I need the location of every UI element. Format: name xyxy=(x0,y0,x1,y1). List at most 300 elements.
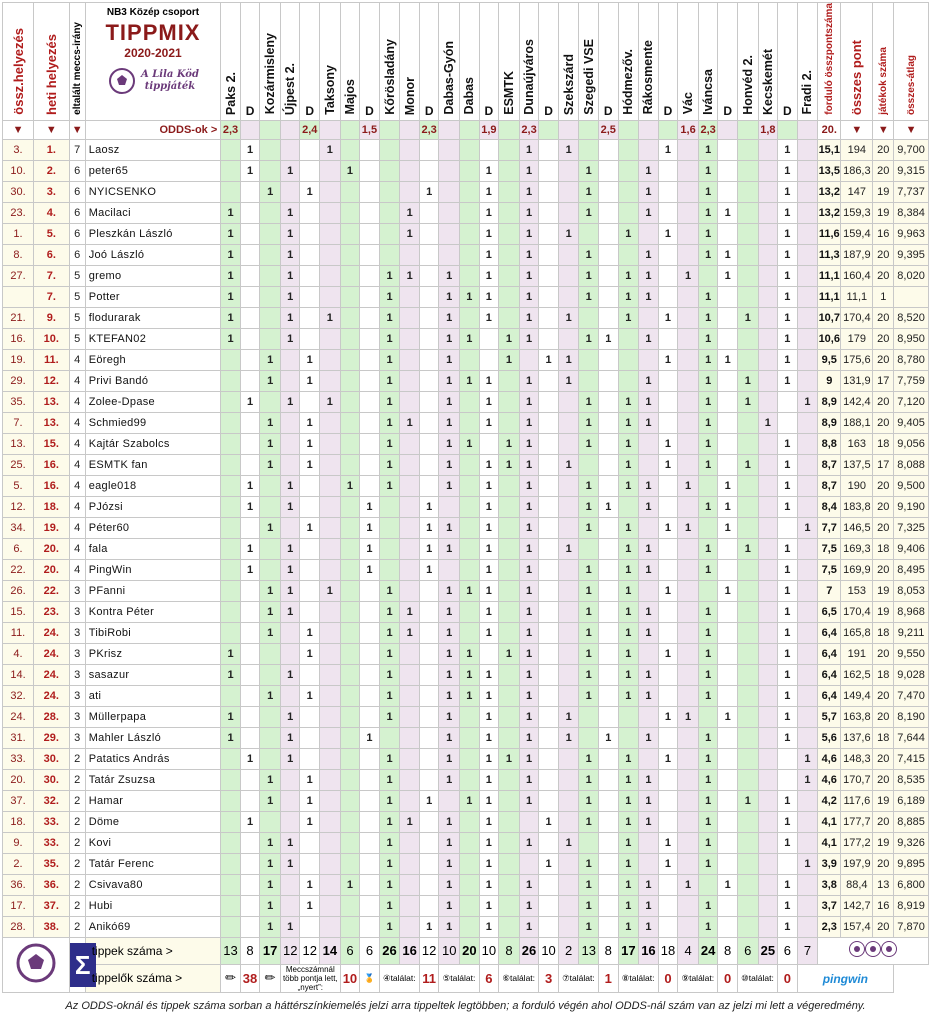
tip-cell: 1 xyxy=(618,895,639,916)
tip-cell xyxy=(499,853,520,874)
hit-count: 2 xyxy=(69,853,85,874)
tip-cell: 1 xyxy=(479,748,499,769)
tip-cell: 1 xyxy=(698,811,718,832)
tip-cell xyxy=(758,496,778,517)
hit-count: 3 xyxy=(69,643,85,664)
player-name: eagle018 xyxy=(85,475,221,496)
tip-cell: 1 xyxy=(618,811,639,832)
tip-cell xyxy=(280,769,300,790)
tip-cell xyxy=(599,853,619,874)
tip-cell: 1 xyxy=(499,349,520,370)
tip-cell: 1 xyxy=(639,601,659,622)
player-name: Mahler László xyxy=(85,727,221,748)
sort-arrow-icon[interactable]: ▼ xyxy=(873,120,894,139)
tip-cell xyxy=(558,601,579,622)
player-row[interactable] xyxy=(3,622,929,643)
heti-helyezes: 38. xyxy=(34,916,70,937)
tip-cell xyxy=(360,391,380,412)
total-points: 186,3 xyxy=(841,160,873,181)
player-row[interactable] xyxy=(3,391,929,412)
tip-cell xyxy=(797,811,818,832)
tip-cell: 1 xyxy=(221,664,241,685)
tip-cell: 1 xyxy=(698,160,718,181)
tip-cell xyxy=(558,685,579,706)
tip-cell: 1 xyxy=(698,412,718,433)
tip-cell: 1 xyxy=(599,496,619,517)
games-count: 20 xyxy=(873,265,894,286)
tip-cell: 1 xyxy=(519,664,539,685)
tip-cell xyxy=(340,370,360,391)
tip-cell xyxy=(360,202,380,223)
total-points: 137,5 xyxy=(841,454,873,475)
tip-cell xyxy=(678,307,699,328)
player-row[interactable] xyxy=(3,727,929,748)
tip-cell xyxy=(460,139,480,160)
player-name: Péter60 xyxy=(85,517,221,538)
tip-cell xyxy=(599,748,619,769)
tip-cell: 1 xyxy=(519,727,539,748)
draw-label: D xyxy=(484,103,494,118)
total-points: 149,4 xyxy=(841,685,873,706)
player-row[interactable] xyxy=(3,202,929,223)
player-row[interactable] xyxy=(3,748,929,769)
tip-cell xyxy=(240,874,260,895)
total-points: 146,5 xyxy=(841,517,873,538)
hit-label: ⑨találat: xyxy=(678,964,718,992)
tip-cell xyxy=(400,160,420,181)
tip-cell xyxy=(360,412,380,433)
col-osszes-pont-label: összes pont xyxy=(849,39,865,115)
tip-cell xyxy=(400,349,420,370)
tip-cell xyxy=(460,727,480,748)
team-name: Hódmezőv. xyxy=(621,48,636,115)
odds-cell xyxy=(340,120,360,139)
tip-cell: 1 xyxy=(439,832,460,853)
ossz-helyezes: 13. xyxy=(3,433,34,454)
hit-count: 2 xyxy=(69,874,85,895)
tip-cell xyxy=(360,769,380,790)
player-row[interactable] xyxy=(3,433,929,454)
tip-cell xyxy=(400,748,420,769)
tip-cell: 1 xyxy=(400,202,420,223)
tip-cell: 1 xyxy=(678,475,699,496)
heti-helyezes: 10. xyxy=(34,328,70,349)
tip-count: 16 xyxy=(400,937,420,964)
tip-cell xyxy=(558,202,579,223)
total-points: 165,8 xyxy=(841,622,873,643)
total-points: 169,9 xyxy=(841,559,873,580)
player-row[interactable] xyxy=(3,475,929,496)
heti-helyezes: 24. xyxy=(34,643,70,664)
tip-cell xyxy=(499,475,520,496)
tip-cell xyxy=(360,139,380,160)
tip-cell xyxy=(718,328,738,349)
sort-arrow-icon[interactable]: ▼ xyxy=(841,120,873,139)
tip-count: 8 xyxy=(718,937,738,964)
tip-cell: 1 xyxy=(579,559,599,580)
tip-cell xyxy=(340,349,360,370)
team-name: ESMTK xyxy=(501,70,516,115)
player-name: peter65 xyxy=(85,160,221,181)
tip-cell xyxy=(758,349,778,370)
tip-cell xyxy=(460,832,480,853)
player-name: Eöregh xyxy=(85,349,221,370)
tip-cell xyxy=(221,475,241,496)
tip-cell: 1 xyxy=(280,538,300,559)
tip-cell: 1 xyxy=(579,790,599,811)
round-points: 7,5 xyxy=(818,538,841,559)
tip-cell xyxy=(558,559,579,580)
match-home-2 xyxy=(340,3,360,121)
draw-label: D xyxy=(245,103,255,118)
tip-cell xyxy=(519,349,539,370)
tip-cell xyxy=(658,601,678,622)
tip-cell xyxy=(758,517,778,538)
hit-count: 2 xyxy=(69,916,85,937)
odds-cell: 1,8 xyxy=(758,120,778,139)
tip-cell xyxy=(599,370,619,391)
tip-cell xyxy=(599,664,619,685)
tip-cell: 1 xyxy=(240,160,260,181)
tip-cell xyxy=(400,832,420,853)
tip-cell: 1 xyxy=(240,496,260,517)
match-draw-8 xyxy=(718,3,738,121)
player-row[interactable] xyxy=(3,580,929,601)
match-away-4 xyxy=(499,3,520,121)
tip-cell xyxy=(400,370,420,391)
tip-cell xyxy=(539,769,559,790)
sort-arrow-icon[interactable]: ▼ xyxy=(69,120,85,139)
player-row[interactable] xyxy=(3,223,929,244)
tip-cell xyxy=(618,244,639,265)
tip-cell xyxy=(678,496,699,517)
tip-cell xyxy=(718,307,738,328)
tip-cell xyxy=(360,685,380,706)
player-name: sasazur xyxy=(85,664,221,685)
player-row[interactable] xyxy=(3,370,929,391)
tip-cell xyxy=(280,412,300,433)
tip-count: 20 xyxy=(460,937,480,964)
tip-cell xyxy=(579,223,599,244)
tip-cell xyxy=(479,328,499,349)
player-row[interactable] xyxy=(3,895,929,916)
tip-cell: 1 xyxy=(519,748,539,769)
tip-cell: 1 xyxy=(460,664,480,685)
tip-cell xyxy=(300,916,320,937)
hit-count: 6 xyxy=(69,181,85,202)
tip-cell xyxy=(260,475,281,496)
tippelok-count: 38 xyxy=(240,964,260,992)
hit-count: 4 xyxy=(69,496,85,517)
player-row[interactable] xyxy=(3,811,929,832)
tip-cell xyxy=(558,622,579,643)
tip-cell: 1 xyxy=(221,643,241,664)
tip-cell xyxy=(718,916,738,937)
tip-cell: 1 xyxy=(379,622,400,643)
tip-cell xyxy=(400,475,420,496)
tip-cell: 1 xyxy=(379,874,400,895)
player-row[interactable] xyxy=(3,916,929,937)
tip-cell xyxy=(539,454,559,475)
player-name: ESMTK fan xyxy=(85,454,221,475)
games-count: 19 xyxy=(873,580,894,601)
tip-cell xyxy=(539,391,559,412)
tip-cell xyxy=(340,496,360,517)
tip-cell xyxy=(439,139,460,160)
tip-cell xyxy=(639,223,659,244)
tip-cell xyxy=(400,391,420,412)
total-points: 169,3 xyxy=(841,538,873,559)
player-row[interactable] xyxy=(3,643,929,664)
round-points: 6,4 xyxy=(818,643,841,664)
total-points: 159,4 xyxy=(841,223,873,244)
hit-count: 3 xyxy=(69,580,85,601)
tip-cell xyxy=(221,454,241,475)
tip-cell xyxy=(360,664,380,685)
player-row[interactable] xyxy=(3,412,929,433)
tip-cell xyxy=(539,538,559,559)
tip-cell xyxy=(340,433,360,454)
tip-cell xyxy=(758,811,778,832)
ossz-helyezes: 4. xyxy=(3,643,34,664)
games-count: 20 xyxy=(873,160,894,181)
tip-cell xyxy=(797,874,818,895)
total-points: 170,4 xyxy=(841,307,873,328)
total-points: 191 xyxy=(841,643,873,664)
tip-cell xyxy=(658,874,678,895)
tip-cell: 1 xyxy=(439,895,460,916)
tip-cell xyxy=(340,559,360,580)
match-away-8 xyxy=(737,3,758,121)
tip-cell xyxy=(658,181,678,202)
tip-cell: 1 xyxy=(778,349,798,370)
player-row[interactable] xyxy=(3,454,929,475)
tip-cell xyxy=(558,895,579,916)
hit-count-total: 11 xyxy=(419,964,439,992)
tip-cell: 1 xyxy=(678,517,699,538)
round-points: 6,4 xyxy=(818,685,841,706)
tip-cell: 1 xyxy=(579,391,599,412)
tip-cell xyxy=(737,328,758,349)
tip-cell: 1 xyxy=(639,475,659,496)
player-row[interactable] xyxy=(3,853,929,874)
player-name: Potter xyxy=(85,286,221,307)
tip-cell xyxy=(320,496,341,517)
average: 8,053 xyxy=(894,580,929,601)
heti-helyezes: 30. xyxy=(34,748,70,769)
tip-cell xyxy=(300,244,320,265)
tip-cell: 1 xyxy=(499,328,520,349)
team-name: Taksony xyxy=(322,64,337,115)
tip-cell xyxy=(460,475,480,496)
tip-cell xyxy=(599,265,619,286)
round-points: 4,6 xyxy=(818,748,841,769)
tip-cell: 1 xyxy=(797,853,818,874)
hit-count: 4 xyxy=(69,475,85,496)
match-home-8 xyxy=(698,3,718,121)
tip-cell: 1 xyxy=(618,517,639,538)
player-name: KTEFAN02 xyxy=(85,328,221,349)
round-points: 6,4 xyxy=(818,622,841,643)
tip-cell: 1 xyxy=(379,475,400,496)
heti-helyezes: 9. xyxy=(34,307,70,328)
tip-cell: 1 xyxy=(320,307,341,328)
player-row[interactable] xyxy=(3,349,929,370)
tip-cell: 1 xyxy=(658,580,678,601)
odds-row xyxy=(3,120,929,139)
tip-cell: 1 xyxy=(639,790,659,811)
tip-cell xyxy=(658,370,678,391)
player-name: NYICSENKO xyxy=(85,181,221,202)
tip-cell xyxy=(579,727,599,748)
player-row[interactable] xyxy=(3,832,929,853)
tip-cell: 1 xyxy=(579,916,599,937)
tip-cell xyxy=(758,874,778,895)
player-name: Hubi xyxy=(85,895,221,916)
player-row[interactable] xyxy=(3,265,929,286)
tip-cell: 1 xyxy=(379,328,400,349)
tip-cell: 1 xyxy=(778,727,798,748)
tip-cell xyxy=(240,349,260,370)
player-row[interactable] xyxy=(3,790,929,811)
player-row[interactable] xyxy=(3,328,929,349)
tip-count: 13 xyxy=(579,937,599,964)
tip-cell xyxy=(320,265,341,286)
tip-cell: 1 xyxy=(698,916,718,937)
sort-arrow-icon[interactable]: ▼ xyxy=(34,120,70,139)
sort-arrow-icon[interactable]: ▼ xyxy=(894,120,929,139)
player-row[interactable] xyxy=(3,538,929,559)
tip-cell xyxy=(599,307,619,328)
tip-cell xyxy=(360,160,380,181)
player-row[interactable] xyxy=(3,769,929,790)
tip-cell xyxy=(797,832,818,853)
tip-cell xyxy=(698,265,718,286)
player-row[interactable] xyxy=(3,286,929,307)
tip-cell: 1 xyxy=(797,517,818,538)
player-row[interactable] xyxy=(3,685,929,706)
tip-cell xyxy=(460,496,480,517)
player-row[interactable] xyxy=(3,160,929,181)
tip-cell xyxy=(658,895,678,916)
sort-arrow-icon[interactable]: ▼ xyxy=(3,120,34,139)
tip-cell xyxy=(280,349,300,370)
tip-cell: 1 xyxy=(280,202,300,223)
tip-cell: 1 xyxy=(658,748,678,769)
player-row[interactable] xyxy=(3,181,929,202)
tip-cell xyxy=(539,496,559,517)
sigma-icon: Σ xyxy=(70,943,96,987)
tip-cell xyxy=(400,895,420,916)
player-row[interactable] xyxy=(3,601,929,622)
player-row[interactable] xyxy=(3,139,929,160)
tip-cell xyxy=(240,643,260,664)
tip-cell: 1 xyxy=(479,832,499,853)
average: 9,963 xyxy=(894,223,929,244)
average: 9,550 xyxy=(894,643,929,664)
tip-cell xyxy=(439,496,460,517)
odds-cell: 2,3 xyxy=(419,120,439,139)
tip-cell xyxy=(240,601,260,622)
ossz-helyezes: 8. xyxy=(3,244,34,265)
tip-cell xyxy=(240,727,260,748)
heti-helyezes: 18. xyxy=(34,496,70,517)
player-row[interactable] xyxy=(3,496,929,517)
tip-cell: 1 xyxy=(360,538,380,559)
player-row[interactable] xyxy=(3,706,929,727)
tip-cell xyxy=(698,874,718,895)
tip-cell xyxy=(499,181,520,202)
tip-cell: 1 xyxy=(379,916,400,937)
tip-cell: 1 xyxy=(439,265,460,286)
hit-count: 2 xyxy=(69,790,85,811)
tip-cell xyxy=(758,790,778,811)
tip-cell xyxy=(400,286,420,307)
heti-helyezes: 22. xyxy=(34,580,70,601)
tip-cell xyxy=(499,307,520,328)
logo-text xyxy=(141,69,199,93)
tip-cell xyxy=(400,559,420,580)
tip-cell xyxy=(360,874,380,895)
tip-cell: 1 xyxy=(718,706,738,727)
tip-cell xyxy=(658,160,678,181)
tip-cell xyxy=(400,496,420,517)
games-count: 20 xyxy=(873,412,894,433)
player-row[interactable] xyxy=(3,307,929,328)
tip-cell xyxy=(639,517,659,538)
tip-cell xyxy=(419,391,439,412)
draw-label: D xyxy=(663,103,673,118)
tip-cell xyxy=(658,790,678,811)
player-name: Tatár Zsuzsa xyxy=(85,769,221,790)
player-row[interactable] xyxy=(3,559,929,580)
player-name: Macilaci xyxy=(85,202,221,223)
tip-cell: 1 xyxy=(639,286,659,307)
tip-cell: 1 xyxy=(221,265,241,286)
tip-cell: 1 xyxy=(579,517,599,538)
games-count: 18 xyxy=(873,727,894,748)
player-row[interactable] xyxy=(3,517,929,538)
tip-cell: 1 xyxy=(778,832,798,853)
tip-cell xyxy=(221,412,241,433)
tip-cell xyxy=(360,307,380,328)
round-points: 5,7 xyxy=(818,706,841,727)
tip-cell xyxy=(320,370,341,391)
tip-cell xyxy=(320,202,341,223)
hit-count: 3 xyxy=(69,664,85,685)
games-count: 18 xyxy=(873,538,894,559)
player-name: Kovi xyxy=(85,832,221,853)
tip-cell xyxy=(558,328,579,349)
tip-cell xyxy=(639,853,659,874)
tip-cell: 1 xyxy=(698,391,718,412)
tip-cell xyxy=(678,748,699,769)
tip-cell: 1 xyxy=(300,769,320,790)
tip-cell: 1 xyxy=(280,244,300,265)
tip-cell: 1 xyxy=(439,517,460,538)
tip-cell: 1 xyxy=(400,412,420,433)
player-row[interactable] xyxy=(3,874,929,895)
games-count: 19 xyxy=(873,181,894,202)
player-row[interactable] xyxy=(3,664,929,685)
player-row[interactable] xyxy=(3,244,929,265)
tip-cell xyxy=(360,622,380,643)
average: 9,405 xyxy=(894,412,929,433)
nyert-label: Meccszámnál több pontja lett, „nyert”: xyxy=(280,964,340,992)
tip-cell xyxy=(499,139,520,160)
tip-cell xyxy=(797,139,818,160)
tip-cell xyxy=(340,727,360,748)
